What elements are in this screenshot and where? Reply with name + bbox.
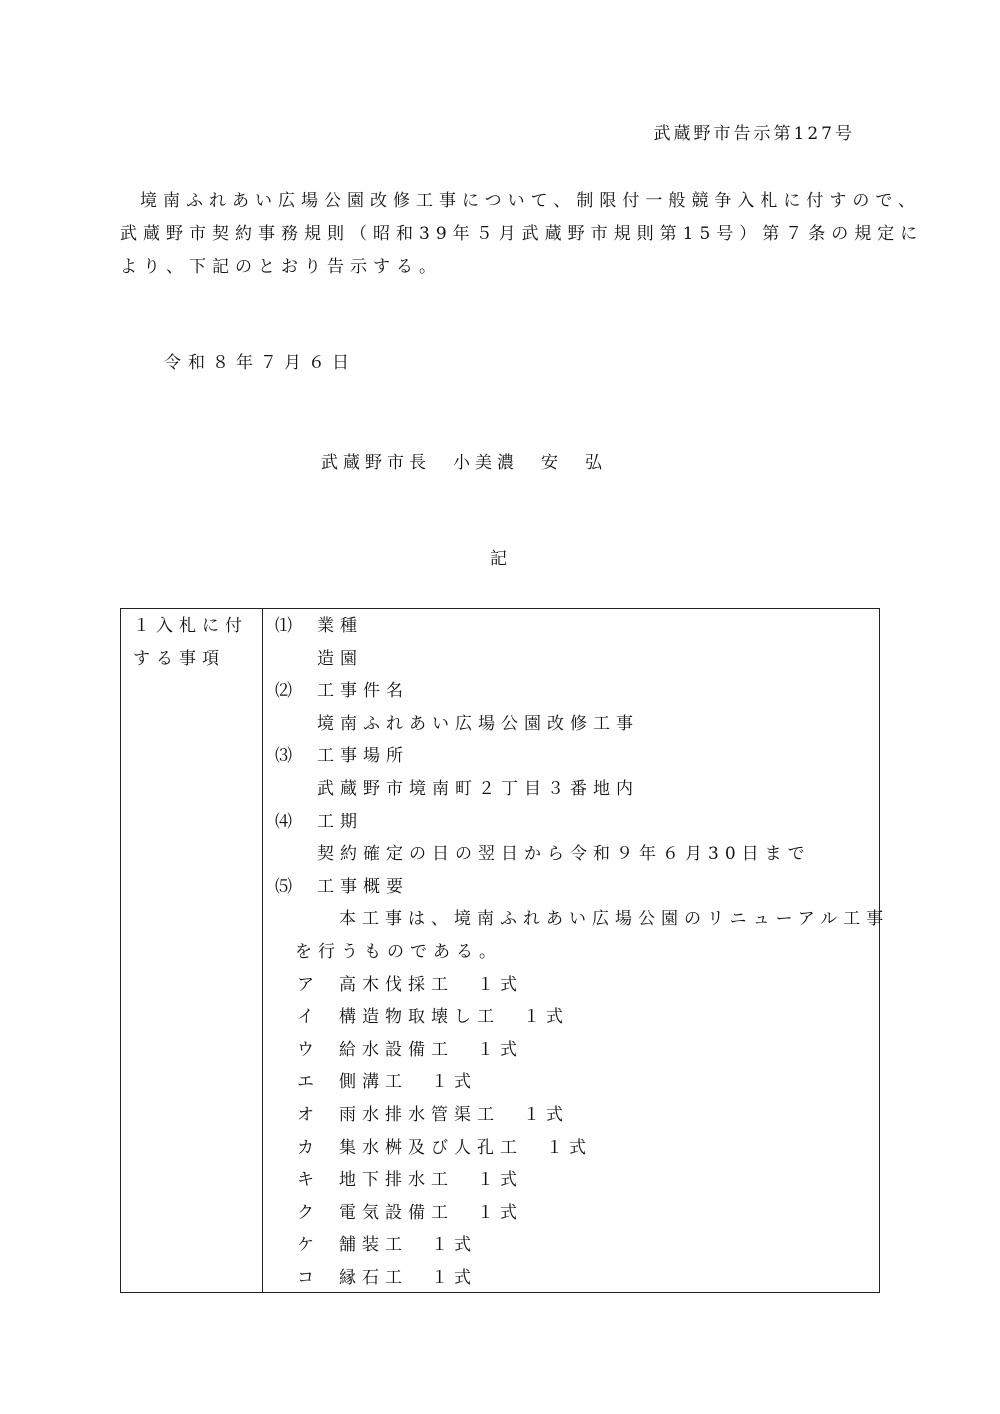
table-row-number: キ xyxy=(297,1170,314,1191)
table-row-number: ⑵ xyxy=(275,681,292,702)
table-row-text: 造園 xyxy=(317,648,363,669)
intro-line-2: 武蔵野市契約事務規則（昭和39年５月武蔵野市規則第15号）第７条の規定に xyxy=(120,224,924,244)
table-row-text: 舗装工 １式 xyxy=(339,1235,477,1256)
table-row-number: オ xyxy=(297,1105,314,1125)
table-row-number: コ xyxy=(297,1268,314,1288)
table-row-number: ⑷ xyxy=(275,811,292,832)
table-row-text: 業種 xyxy=(317,616,363,636)
table-row-text: 境南ふれあい広場公園改修工事 xyxy=(317,713,639,734)
table-row-number: ⑶ xyxy=(275,746,292,767)
table-row-text: 給水設備工 １式 xyxy=(339,1039,523,1060)
signer: 武蔵野市長 小美濃 安 弘 xyxy=(321,453,607,473)
table-row-text: 契約確定の日の翌日から令和９年６月30日まで xyxy=(317,844,811,865)
table-row-text: 工事場所 xyxy=(317,746,409,767)
table-row-text: 電気設備工 １式 xyxy=(339,1202,523,1223)
table-row-text: 工期 xyxy=(317,811,363,832)
table-row-text: 高木伐採工 １式 xyxy=(339,974,523,995)
table-row-text: 縁石工 １式 xyxy=(339,1268,477,1288)
record-heading: 記 xyxy=(490,549,513,569)
table-row-number: エ xyxy=(297,1072,314,1093)
table-row-number: ク xyxy=(297,1202,314,1223)
table-row-text: 側溝工 １式 xyxy=(339,1072,477,1093)
table-row-text: 雨水排水管渠工 １式 xyxy=(339,1105,569,1125)
table-row-text: 工事件名 xyxy=(317,681,409,702)
table-row-text: 集水桝及び人孔工 １式 xyxy=(339,1137,592,1158)
table-row-number: カ xyxy=(297,1137,314,1158)
table-row-text: 工事概要 xyxy=(317,876,409,897)
table-row-text: を行うものである。 xyxy=(295,942,502,962)
table-label-line-2: する事項 xyxy=(133,649,225,669)
details-table xyxy=(120,608,890,1293)
intro-line-1: 境南ふれあい広場公園改修工事について、制限付一般競争入札に付すので、 xyxy=(140,191,921,211)
notice-date: 令和８年７月６日 xyxy=(164,353,356,373)
table-row-number: ア xyxy=(297,974,314,995)
table-row-number: ⑸ xyxy=(275,876,292,897)
table-row-text: 地下排水工 １式 xyxy=(339,1170,523,1191)
table-row-text: 本工事は、境南ふれあい広場公園のリニューアル工事 xyxy=(339,909,890,930)
table-row-number: ケ xyxy=(297,1235,314,1256)
table-label-line-1: １入札に付 xyxy=(133,616,248,636)
table-row-number: ウ xyxy=(297,1039,314,1060)
table-row-number: イ xyxy=(297,1007,314,1028)
table-row-text: 武蔵野市境南町２丁目３番地内 xyxy=(317,779,639,799)
table-row-text: 構造物取壊し工 １式 xyxy=(339,1007,569,1028)
table-row-number: ⑴ xyxy=(275,616,292,636)
table-column-divider xyxy=(262,609,263,1292)
notice-number: 武蔵野市告示第127号 xyxy=(653,124,855,144)
intro-line-3: より、下記のとおり告示する。 xyxy=(120,257,442,277)
